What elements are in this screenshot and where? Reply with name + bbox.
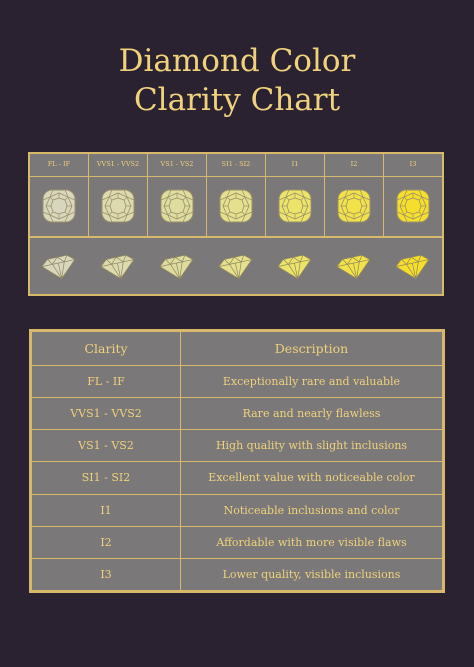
grade-label: I1 xyxy=(266,154,325,176)
gem-grade-panel xyxy=(28,152,444,296)
title-line-2: Clarity Chart xyxy=(133,82,341,118)
clarity-table xyxy=(29,329,445,593)
grade-label: VS1 - VS2 xyxy=(148,154,207,176)
diamond-top-cell xyxy=(325,176,384,236)
description-cell: Noticeable inclusions and color xyxy=(181,494,443,526)
grade-label: SI1 - SI2 xyxy=(207,154,266,176)
table-row xyxy=(32,526,443,558)
table-row xyxy=(32,494,443,526)
diamond-top-cell xyxy=(266,176,325,236)
grade-label: I2 xyxy=(325,154,384,176)
clarity-cell: VS1 - VS2 xyxy=(32,430,181,462)
diamond-side-cell xyxy=(383,238,442,294)
description-cell: High quality with slight inclusions xyxy=(181,430,443,462)
diamond-top-icon xyxy=(218,188,254,224)
diamond-top-cell xyxy=(207,176,266,236)
grade-label: I3 xyxy=(409,160,417,168)
clarity-cell: I1 xyxy=(32,494,181,526)
table-row xyxy=(32,462,443,494)
table-row xyxy=(32,398,443,430)
diamond-side-view-row xyxy=(30,238,442,294)
table-row xyxy=(32,430,443,462)
description-cell: Lower quality, visible inclusions xyxy=(181,558,443,590)
diamond-side-cell xyxy=(30,238,89,294)
gem-grade-header xyxy=(30,154,442,177)
diamond-top-icon xyxy=(41,188,77,224)
diamond-side-cell xyxy=(207,238,266,294)
diamond-top-icon xyxy=(277,188,313,224)
title-line-1: Diamond Color xyxy=(118,43,356,79)
grade-label: VVS1 - VVS2 xyxy=(89,154,148,176)
diamond-side-cell xyxy=(324,238,383,294)
diamond-side-cell xyxy=(89,238,148,294)
diamond-side-cell xyxy=(265,238,324,294)
clarity-cell: I3 xyxy=(32,558,181,590)
page-title xyxy=(0,42,474,120)
description-cell: Exceptionally rare and valuable xyxy=(181,366,443,398)
description-cell: Rare and nearly flawless xyxy=(181,398,443,430)
clarity-cell: VVS1 - VVS2 xyxy=(32,398,181,430)
diamond-top-cell xyxy=(148,176,207,236)
diamond-top-cell xyxy=(30,176,89,236)
description-cell: Excellent value with noticeable color xyxy=(181,462,443,494)
diamond-top-cell xyxy=(384,176,442,236)
diamond-side-icon xyxy=(157,251,197,281)
description-header: Description xyxy=(181,332,443,366)
diamond-top-cell xyxy=(89,176,148,236)
diamond-top-icon xyxy=(336,188,372,224)
clarity-cell: I2 xyxy=(32,526,181,558)
clarity-cell: FL - IF xyxy=(32,366,181,398)
diamond-top-icon xyxy=(100,188,136,224)
diamond-side-icon xyxy=(393,251,433,281)
description-cell: Affordable with more visible flaws xyxy=(181,526,443,558)
clarity-cell: SI1 - SI2 xyxy=(32,462,181,494)
diamond-side-icon xyxy=(39,251,79,281)
diamond-top-icon xyxy=(395,188,431,224)
table-row xyxy=(32,366,443,398)
diamond-side-cell xyxy=(148,238,207,294)
diamond-side-icon xyxy=(334,251,374,281)
diamond-side-icon xyxy=(275,251,315,281)
table-row xyxy=(32,558,443,590)
clarity-header: Clarity xyxy=(32,332,181,366)
diamond-top-icon xyxy=(159,188,195,224)
diamond-side-icon xyxy=(216,251,256,281)
grade-label: FL - IF xyxy=(30,154,89,176)
diamond-side-icon xyxy=(98,251,138,281)
diamond-top-view-row xyxy=(30,176,442,238)
table-header-row xyxy=(32,332,443,366)
